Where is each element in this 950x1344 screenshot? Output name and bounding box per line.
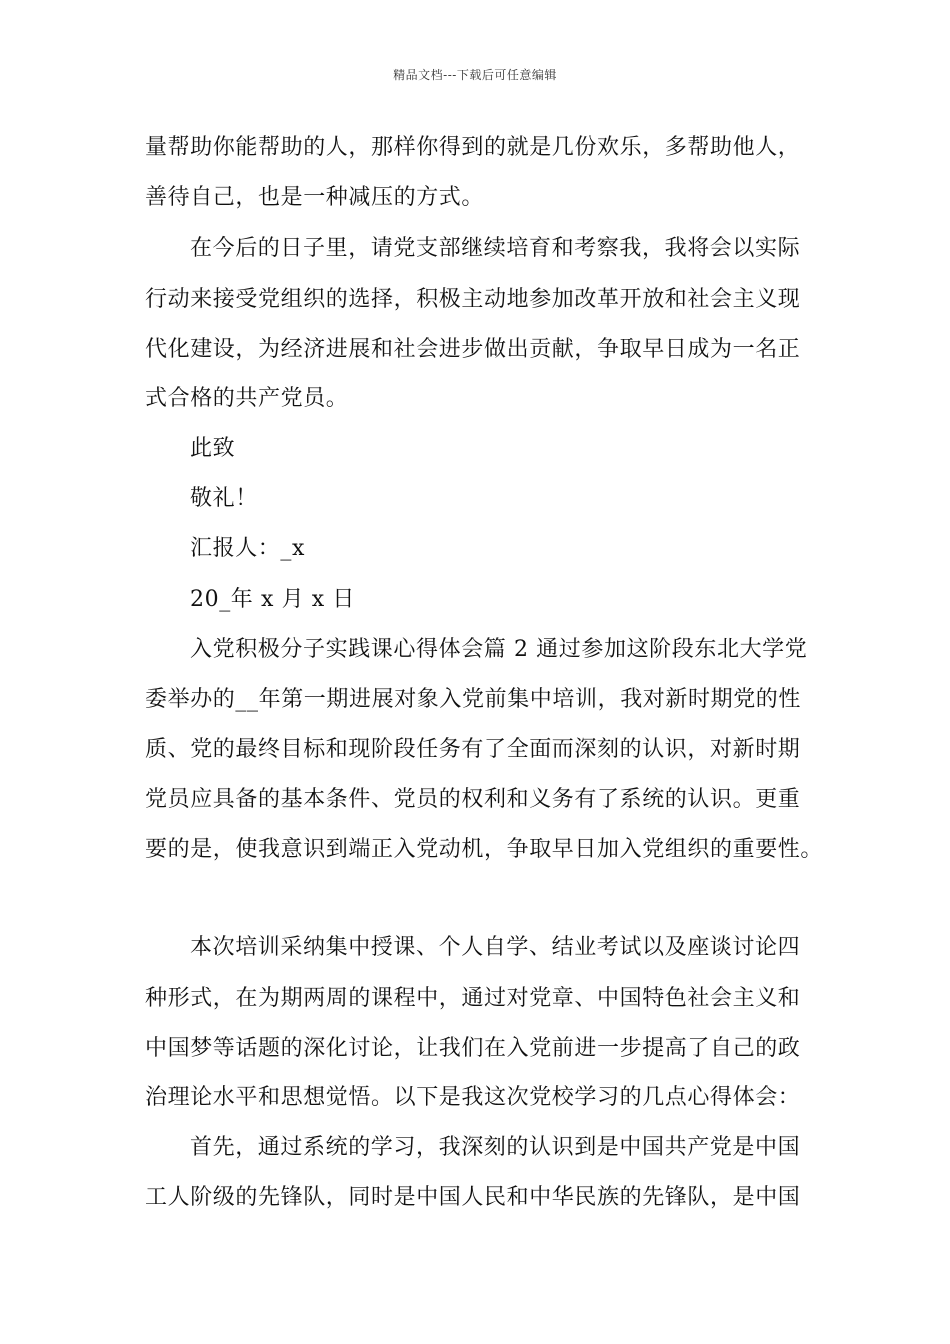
- text-line: 工人阶级的先锋队，同时是中国人民和中华民族的先锋队，是中国: [145, 1185, 801, 1210]
- text-line: 行动来接受党组织的选择，积极主动地参加改革开放和社会主义现: [145, 287, 801, 312]
- text-line: 治理论水平和思想觉悟。以下是我这次党校学习的几点心得体会：: [145, 1085, 801, 1110]
- text-line: 汇报人：_x: [190, 536, 306, 561]
- text-line: 委举办的__年第一期进展对象入党前集中培训，我对新时期党的性: [145, 687, 802, 712]
- text-line: 式合格的共产党员。: [145, 386, 349, 411]
- text-line: 入党积极分子实践课心得体会篇 2 通过参加这阶段东北大学党: [190, 637, 808, 662]
- text-line: 本次培训采纳集中授课、个人自学、结业考试以及座谈讨论四: [190, 935, 801, 960]
- text-line: 善待自己，也是一种减压的方式。: [145, 185, 485, 210]
- text-line: 此致: [190, 436, 236, 461]
- page-header: 精品文档---下载后可任意编辑: [393, 68, 557, 82]
- text-line: 党员应具备的基本条件、党员的权利和义务有了系统的认识。更重: [145, 787, 801, 812]
- text-line: 中国梦等话题的深化讨论，让我们在入党前进一步提高了自己的政: [145, 1036, 801, 1061]
- text-line: 敬礼！: [190, 486, 258, 511]
- text-line: 质、党的最终目标和现阶段任务有了全面而深刻的认识，对新时期: [145, 737, 801, 762]
- text-line: 在今后的日子里，请党支部继续培育和考察我，我将会以实际: [190, 236, 801, 261]
- text-line: 种形式，在为期两周的课程中，通过对党章、中国特色社会主义和: [145, 986, 801, 1011]
- text-line: 代化建设，为经济进展和社会进步做出贡献，争取早日成为一名正: [145, 337, 801, 362]
- text-line: 首先，通过系统的学习，我深刻的认识到是中国共产党是中国: [190, 1135, 801, 1160]
- text-line: 20_年 x 月 x 日: [190, 587, 355, 612]
- text-line: 要的是，使我意识到端正入党动机，争取早日加入党组织的重要性。: [145, 837, 824, 862]
- text-line: 量帮助你能帮助的人，那样你得到的就是几份欢乐，多帮助他人，: [145, 135, 801, 160]
